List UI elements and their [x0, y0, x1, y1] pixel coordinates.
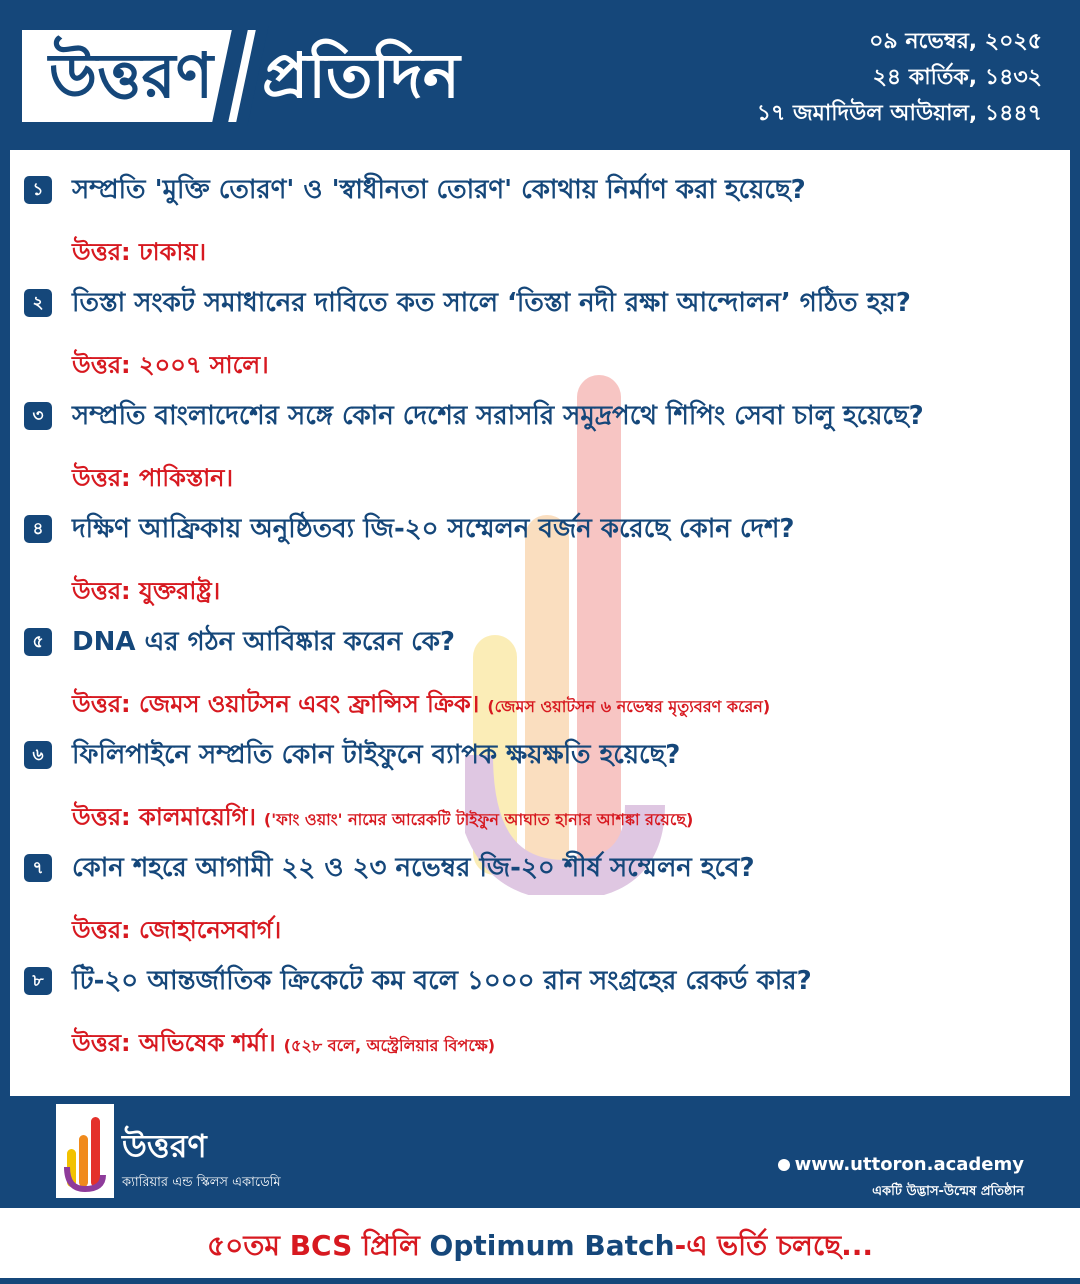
brand-title-part1: উত্তরণ	[22, 30, 240, 122]
question-number-badge: ৫	[24, 628, 52, 656]
date-bangla: ২৪ কার্তিক, ১৪৩২	[872, 65, 1042, 90]
answer-text: যুক্তরাষ্ট্র।	[139, 577, 221, 605]
qa-item	[24, 850, 1064, 963]
answer-line	[72, 460, 241, 499]
qa-item	[24, 737, 1064, 850]
answer-line	[72, 686, 770, 725]
answer-line	[72, 234, 214, 273]
globe-icon	[778, 1159, 790, 1171]
answer-text: জোহানেসবার্গ।	[139, 916, 282, 944]
banner-text-red: ৫০তম BCS প্রিলি	[207, 1229, 420, 1262]
answer-prefix: উত্তর:	[72, 690, 131, 718]
question-number-badge: ৭	[24, 854, 52, 882]
question-text: সম্প্রতি 'মুক্তি তোরণ' ও 'স্বাধীনতা তোরণ' কোথায় নির্মাণ করা হয়েছে?	[72, 175, 806, 205]
question-text: সম্প্রতি বাংলাদেশের সঙ্গে কোন দেশের সরাসরি সমুদ্রপথে শিপিং সেবা চালু হয়েছে?	[72, 401, 924, 431]
answer-prefix: উত্তর:	[72, 238, 131, 266]
uttoron-logo-icon	[59, 1107, 111, 1195]
answer-text: ২০০৭ সালে।	[139, 351, 269, 379]
footer-tagline: একটি উদ্ভাস-উন্মেষ প্রতিষ্ঠান	[872, 1184, 1024, 1199]
answer-line	[72, 799, 693, 838]
footer-brand-subtitle: ক্যারিয়ার এন্ড স্কিলস একাডেমি	[122, 1175, 281, 1190]
answer-prefix: উত্তর:	[72, 916, 131, 944]
answer-prefix: উত্তর:	[72, 803, 131, 831]
footer	[0, 1096, 1080, 1208]
answer-prefix: উত্তর:	[72, 1029, 131, 1057]
answer-prefix: উত্তর:	[72, 464, 131, 492]
answer-line	[72, 1025, 495, 1064]
question-text: তিস্তা সংকট সমাধানের দাবিতে কত সালে ‘তিস্তা নদী রক্ষা আন্দোলন’ গঠিত হয়?	[72, 288, 911, 318]
question-number-badge: ২	[24, 289, 52, 317]
header	[0, 0, 1080, 150]
question-number-badge: ১	[24, 176, 52, 204]
answer-line	[72, 347, 277, 386]
qa-item	[24, 511, 1064, 624]
question-number-badge: ৪	[24, 515, 52, 543]
banner-text-red-2: -এ ভর্তি চলছে...	[674, 1229, 873, 1262]
answer-text: কালমায়েগি।	[139, 803, 256, 831]
qa-item	[24, 285, 1064, 398]
question-text: কোন শহরে আগামী ২২ ও ২৩ নভেম্বর জি-২০ শীর্ষ সম্মেলন হবে?	[72, 853, 755, 883]
answer-text: ঢাকায়।	[139, 238, 207, 266]
qa-item	[24, 398, 1064, 511]
date-block	[757, 24, 1042, 132]
date-hijri: ১৭ জমাদিউল আউয়াল, ১৪৪৭	[756, 101, 1042, 126]
admission-banner	[0, 1208, 1080, 1278]
qa-item	[24, 624, 1064, 737]
answer-text: অভিষেক শর্মা।	[139, 1029, 276, 1057]
logo-mark	[56, 1104, 114, 1198]
question-text: ফিলিপাইনে সম্প্রতি কোন টাইফুনে ব্যাপক ক্ষয়ক্ষতি হয়েছে?	[72, 740, 681, 770]
answer-note: (জেমস ওয়াটসন ৬ নভেম্বর মৃত্যুবরণ করেন)	[487, 697, 771, 716]
answer-prefix: উত্তর:	[72, 577, 131, 605]
answer-line	[72, 573, 228, 612]
qa-panel	[10, 150, 1070, 1096]
banner-text-blue: Optimum Batch	[419, 1229, 675, 1262]
qa-item	[24, 172, 1064, 285]
answer-note: ('ফাং ওয়াং' নামের আরেকটি টাইফুন আঘাত হানার আশঙ্কা রয়েছে)	[263, 810, 694, 829]
question-number-badge: ৬	[24, 741, 52, 769]
answer-note: (৫২৮ বলে, অস্ট্রেলিয়ার বিপক্ষে)	[283, 1036, 496, 1055]
question-number-badge: ৩	[24, 402, 52, 430]
answer-text: পাকিস্তান।	[139, 464, 234, 492]
question-text: টি-২০ আন্তর্জাতিক ক্রিকেটে কম বলে ১০০০ রান সংগ্রহের রেকর্ড কার?	[72, 966, 812, 996]
website-text: www.uttoron.academy	[794, 1154, 1024, 1175]
qa-item	[24, 963, 1064, 1076]
footer-brand-name: উত্তরণ	[122, 1127, 207, 1165]
answer-prefix: উত্তর:	[72, 351, 131, 379]
answer-text: জেমস ওয়াটসন এবং ফ্রান্সিস ক্রিক।	[139, 690, 480, 718]
brand-title-part2: প্রতিদিন	[262, 39, 460, 112]
question-text: দক্ষিণ আফ্রিকায় অনুষ্ঠিতব্য জি-২০ সম্মেলন বর্জন করেছে কোন দেশ?	[72, 514, 795, 544]
qa-list	[24, 172, 1064, 1076]
question-text: DNA এর গঠন আবিষ্কার করেন কে?	[72, 627, 455, 657]
website-link[interactable]	[778, 1154, 1024, 1176]
question-number-badge: ৮	[24, 967, 52, 995]
answer-line	[72, 912, 289, 951]
date-gregorian: ০৯ নভেম্বর, ২০২৫	[869, 29, 1042, 54]
